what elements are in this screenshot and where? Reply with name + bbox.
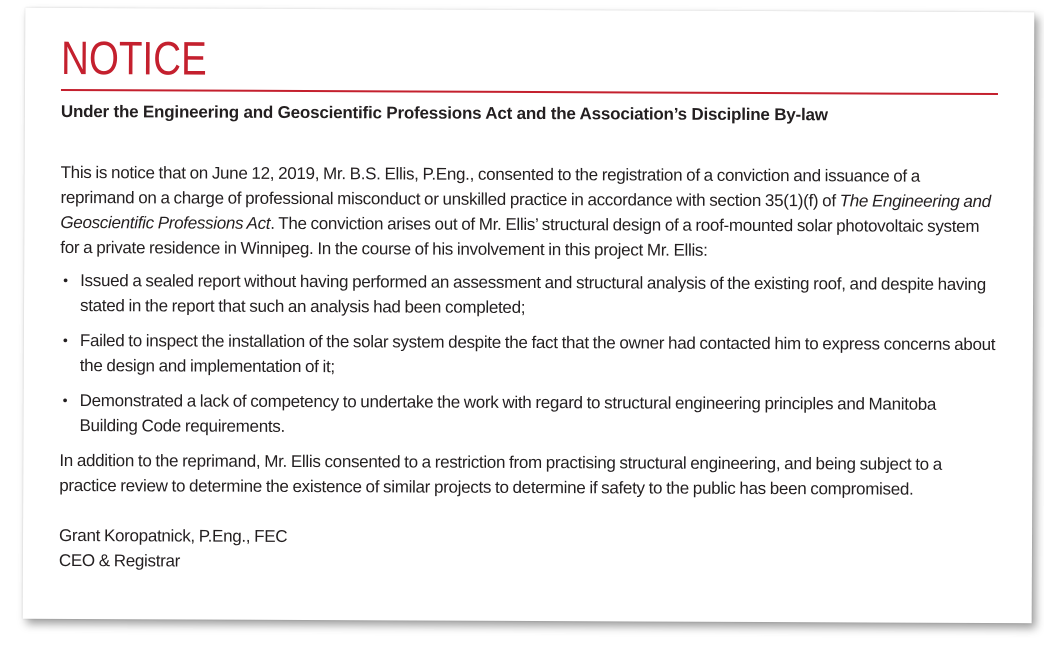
bullet-icon: • [62,331,68,348]
bullet-text: Failed to inspect the installation of the solar system despite the fact that the owner had contacted him to express concerns about the design and implementation of it; [79,331,996,377]
signature-block [59,523,996,577]
notice-card [23,8,1035,623]
bullet-icon: • [62,391,68,408]
bullet-text: Demonstrated a lack of competency to undertake the work with regard to structural engineering principles and Manitoba Building Code requirements. [79,391,937,436]
signature-name: Grant Koropatnick, P.Eng., FEC [58,525,288,546]
intro-part1: This is notice that on June 12, 2019, Mr. B.S. Ellis, P.Eng., consented to the registration of a conviction and issuance of a reprimand on a charge of professional misconduct or unskilled practice in accordance with section 35(1)(f) of [60,162,920,211]
title-rule [61,89,998,95]
page-title: NOTICE [61,30,207,85]
closing-paragraph: In addition to the reprimand, Mr. Ellis consented to a restriction from practising structural engineering, and being subject to a practice review to determine the existence of similar projects to determine if safety to the public has been compromised. [59,450,942,499]
bullet-icon: • [63,271,68,288]
list-item [60,268,997,322]
bullet-list [59,268,997,442]
subtitle: Under the Engineering and Geoscientific Professions Act and the Association’s Discipline By-law [60,101,828,125]
intro-paragraph [60,160,997,264]
list-item [60,328,997,382]
intro-part2: . The conviction arises out of Mr. Ellis’ structural design of a roof-mounted solar photovoltaic system for a private residence in Winnipeg. In the course of his involvement in this project Mr. Ellis: [60,213,980,260]
signature-title: CEO & Registrar [58,550,181,571]
list-item [59,388,996,442]
bullet-text: Issued a sealed report without having performed an assessment and structural analysis of the existing roof, and despite having stated in the report that such an analysis had been completed; [79,271,986,317]
act-title: The Engineering and Geoscientific Professions Act [60,191,991,233]
